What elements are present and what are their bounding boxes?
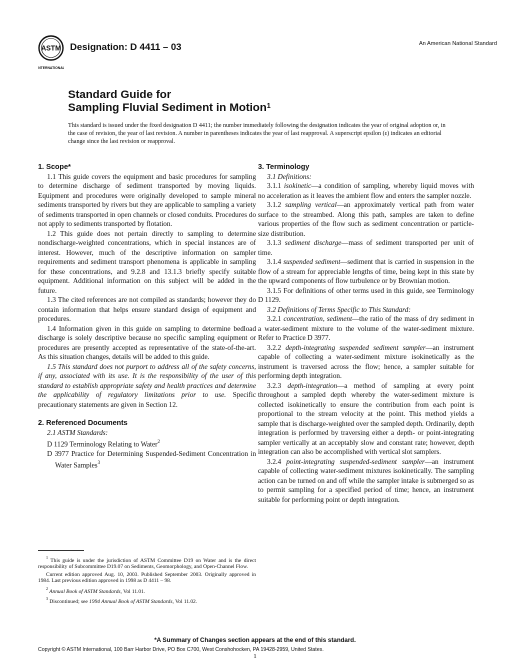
references-subheading: 2.1 ASTM Standards: [47, 428, 108, 437]
copyright-notice: Copyright © ASTM International, 100 Barr Harbor Drive, PO Box C700, West Conshohocken, PA 19428-2959, United States. [38, 647, 324, 653]
scope-paragraph: 1.1 This guide covers the equipment and basic procedures for sampling to determine discharge of sediment transported by moving liquids. Equipment and procedures were originally developed to sample mineral sediments transported by rivers but they are applicable to sampling a variety of sediments transported in open channels or closed conduits. Procedures do not apply to sediments transported by flotation. [38, 172, 256, 228]
definition: 3.2.2 depth-integrating suspended sediment sampler—an instrument capable of collecting a water-sediment mixture isokinetically as the instrument is traversed across the flow; hence, a sampler suitable for performing depth integration. [258, 343, 474, 380]
definition: 3.1.3 sediment discharge—mass of sediment transported per unit of time. [258, 239, 475, 257]
national-standard-label: An American National Standard [418, 41, 497, 47]
reference-item: D 3977 Practice for Determining Suspended-Sediment Concentration in Water Samples$^3$ [47, 449, 256, 470]
title-line-1: Standard Guide for [68, 89, 172, 101]
terminology-heading: 3. Terminology [258, 162, 310, 171]
scope-paragraph: 1.4 Information given in this guide on sampling to determine bedload discharge is solely descriptive because no specific sampling equipment or procedures are presently accepted as representative of the state-of-the-art. As this situation changes, details will be added to this guide. [38, 324, 256, 361]
definition: 3.2.4 point-integrating suspended-sediment sampler—an instrument capable of collecting water-sediment mixtures isokinetically. The sampling action can be turned on and off while the sampler intake is submerged so as to permit sampling for a specified period of time; hence, an instrument suitable for performing point or depth integration. [258, 457, 474, 504]
document-title [68, 89, 448, 114]
issuance-notice: This standard is issued under the fixed designation D 4411; the number immediately following the designation indicates the year of original adoption or, in the case of revision, the year of last revision. A number in parentheses indicates the year of last reapproval. A superscript epsilon (ε) indicates an editorial change since the last revision or reapproval. [68, 123, 446, 145]
definitions-subheading: 3.1 Definitions: [267, 172, 312, 181]
definition: 3.1.5 For definitions of other terms used in this guide, see Terminology D 1129. [258, 286, 474, 304]
footnote-rule [38, 550, 84, 551]
definition: 3.1.2 sampling vertical—an approximately vertical path from water surface to the streambed. Along this path, samples are taken to define various properties of the flow such as sediment concentration or particle-size distribution. [258, 201, 474, 238]
specific-definitions-subheading: 3.2 Definitions of Terms Specific to This Standard: [267, 305, 411, 314]
scope-heading: 1. Scope* [38, 162, 71, 171]
definition: 3.2.1 concentration, sediment—the ratio of the mass of dry sediment in a water-sediment mixture to the volume of the water-sediment mixture. Refer to Practice D 3977. [258, 315, 474, 342]
footnotes [38, 550, 256, 606]
definition: 3.2.3 depth-integration—a method of sampling at every point throughout a sampled depth whereby the water-sediment mixture is collected isokinetically to ensure the contribution from each point is proportional to the stream velocity at the point. This method yields a sample that is discharge-weighted over the sampled depth. Ordinarily, depth integration is performed by traversing either a depth- or point-integrating sampler vertically at an acceptably slow and constant rate; however, depth integration can also be accomplished with vertical slot samplers. [258, 381, 474, 456]
references-heading: 2. Referenced Documents [38, 418, 128, 427]
page-number: 1 [253, 653, 257, 660]
footnote: $^2$ Annual Book of ASTM Standards, Vol 11.01. [46, 585, 146, 595]
svg-text:INTERNATIONAL: INTERNATIONAL [38, 66, 64, 70]
safety-statement: 1.5 This standard does not purport to address all of the safety concerns, if any, associated with its use. It is the responsibility of the user of this standard to establish appropriate safety and health practices and determine the applicability of regulatory limitations prior to use. Specific precautionary statements are given in Section 12. [38, 362, 257, 409]
astm-logo-icon [38, 34, 64, 72]
footnote: Current edition approved Aug. 10, 2003. Published September 2003. Originally approved in 1984. Last previous edition approved in 1998 as D 4411 – 98. [38, 571, 256, 585]
svg-text:ASTM: ASTM [41, 45, 61, 53]
scope-paragraph: 1.2 This guide does not pertain directly to sampling to determine nondischarge-weighted concentrations, which in special instances are of interest. However, much of the descriptive information on sampler requirements and sediment transport phenomena is applicable in sampling for these concentrations, and 9.2.8 and 13.1.3 briefly specify suitable equipment. Additional information on this subject will be added in the future. [38, 229, 256, 295]
astm-logo [38, 34, 64, 72]
title-footnote-mark: 1 [266, 102, 271, 110]
summary-of-changes-note: *A Summary of Changes section appears at the end of this standard. [154, 637, 356, 644]
left-column [38, 162, 256, 471]
reference-item: D 1129 Terminology Relating to Water$^2$ [47, 440, 161, 449]
scope-paragraph: 1.3 The cited references are not compiled as standards; however they do contain information that helps ensure standard design of equipment and procedures. [38, 296, 256, 323]
title-line-2: Sampling Fluvial Sediment in Motion$^1$ [68, 101, 271, 114]
footnote: $^1$ This guide is under the jurisdiction of ASTM Committee D19 on Water and is the direct responsibility of Subcommittee D19.07 on Sediments, Geomorphology, and Open-Channel Flow. [38, 555, 256, 571]
definition: 3.1.1 isokinetic—a condition of sampling, whereby liquid moves with no acceleration as it leaves the ambient flow and enters the sampler nozzle. [258, 182, 474, 200]
designation: Designation: D 4411 – 03 [70, 42, 182, 53]
right-column [258, 162, 474, 505]
footnote: $^3$ Discontinued; see 1994 Annual Book of ASTM Standards, Vol 11.02. [46, 596, 198, 605]
definition: 3.1.4 suspended sediment—sediment that is carried in suspension in the flow of a stream for appreciable lengths of time, being kept in this state by the upward components of flow turbulence or by Brownian motion. [258, 258, 475, 285]
